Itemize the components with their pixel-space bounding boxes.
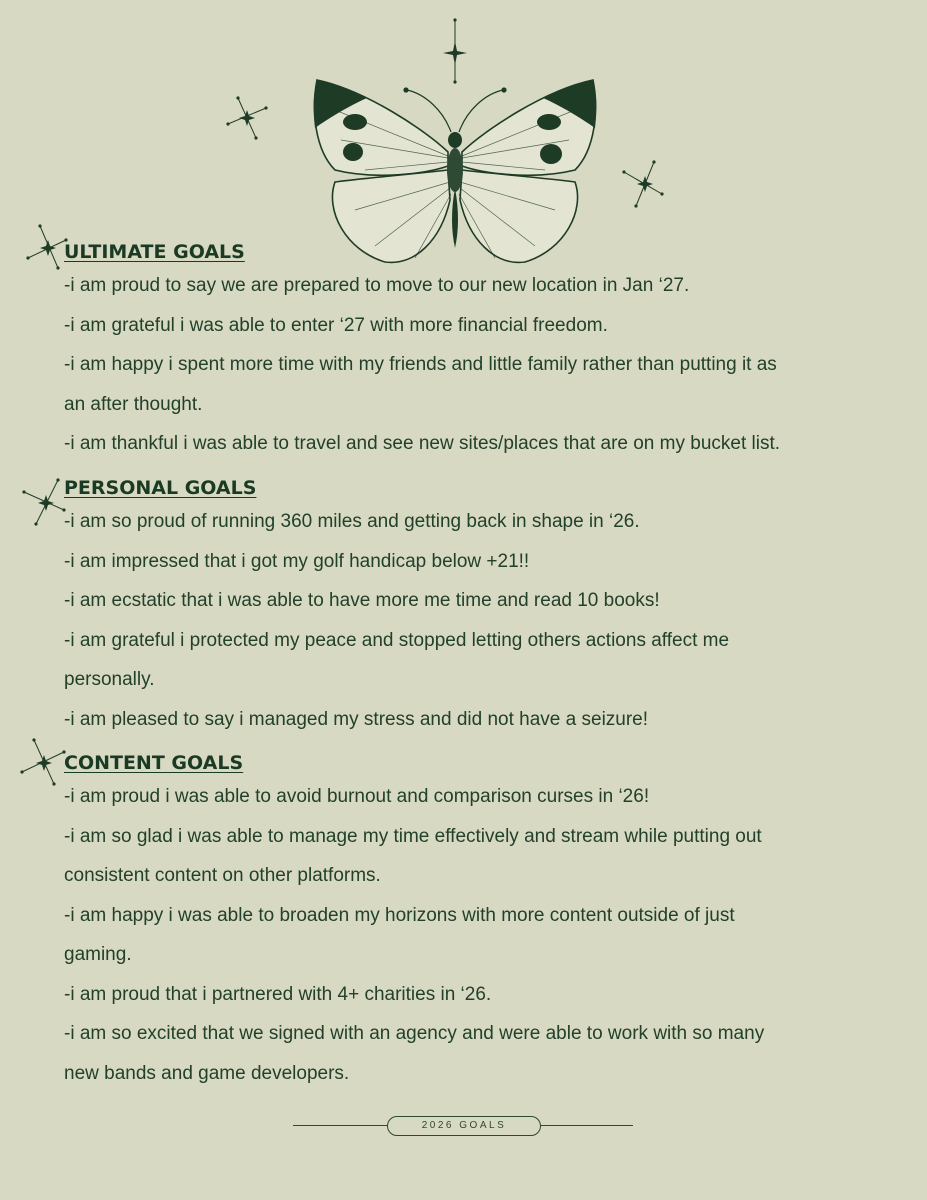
goal-line: -i am happy i spent more time with my friends and little family rather than putting it as	[64, 354, 777, 375]
section-personal-goals	[64, 474, 894, 739]
sparkle-icon	[222, 92, 274, 144]
footer	[293, 1113, 633, 1137]
goal-line: -i am proud i was able to avoid burnout and comparison curses in ‘26!	[64, 786, 650, 807]
goal-line: gaming.	[64, 944, 132, 965]
goal-list	[64, 502, 894, 739]
goal-line: consistent content on other platforms.	[64, 865, 381, 886]
goal-line: new bands and game developers.	[64, 1062, 350, 1084]
sparkle-icon	[20, 476, 70, 530]
goal-line: -i am grateful i protected my peace and stopped letting others actions affect me	[64, 629, 730, 651]
goal-line: -i am so proud of running 360 miles and getting back in shape in ‘26.	[64, 511, 640, 532]
goal-list	[64, 777, 894, 1093]
goal-line: personally.	[64, 669, 155, 690]
goal-line: -i am thankful i was able to travel and see new sites/places that are on my bucket list.	[64, 433, 781, 454]
sparkle-icon	[618, 158, 670, 210]
section-heading: ULTIMATE GOALS	[64, 241, 245, 263]
goal-line: -i am ecstatic that i was able to have more me time and read 10 books!	[64, 590, 660, 611]
goal-line: -i am impressed that i got my golf handicap below +21!!	[64, 550, 530, 572]
goal-line: -i am so excited that we signed with an agency and were able to work with so many	[64, 1023, 765, 1044]
section-ultimate-goals	[64, 238, 894, 464]
goal-line: -i am happy i was able to broaden my horizons with more content outside of just	[64, 904, 735, 926]
goal-line: -i am so glad i was able to manage my time effectively and stream while putting out	[64, 825, 762, 847]
goal-line: -i am proud to say we are prepared to move to our new location in Jan ‘27.	[64, 275, 690, 296]
goal-line: -i am proud that i partnered with 4+ charities in ‘26.	[64, 983, 492, 1005]
section-heading: PERSONAL GOALS	[64, 477, 257, 499]
goal-list	[64, 266, 894, 464]
sparkle-icon	[18, 736, 70, 790]
section-content-goals	[64, 749, 894, 1093]
goal-line: an after thought.	[64, 393, 203, 415]
footer-label: 2026 GOALS	[387, 1116, 541, 1136]
section-heading: CONTENT GOALS	[64, 752, 244, 774]
goal-line: -i am pleased to say i managed my stress and did not have a seizure!	[64, 708, 649, 730]
goal-line: -i am grateful i was able to enter ‘27 with more financial freedom.	[64, 314, 608, 336]
